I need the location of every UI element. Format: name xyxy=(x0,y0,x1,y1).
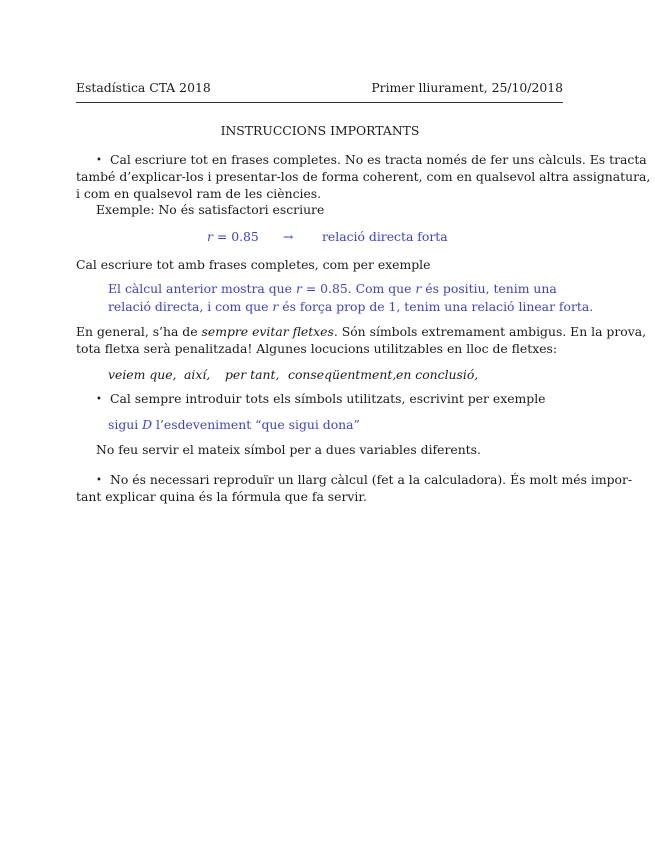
header-course: Estadística CTA 2018 xyxy=(76,80,211,95)
symbol-example-text: sigui xyxy=(108,417,143,432)
formula xyxy=(207,229,259,245)
paragraph-4: Cal sempre introduir tots els símbols utilitzats, escrivint per exemple xyxy=(110,391,546,406)
example-label: Exemple: No és satisfactori escriure xyxy=(96,202,325,217)
paragraph-6-line-2: tant explicar quina és la fórmula que fa servir. xyxy=(76,489,367,504)
emphasis-text: sempre evitar fletxes xyxy=(201,324,334,339)
paragraph-1-line-2: també d’explicar-los i presentar-los de forma coherent, com en qualsevol altra assignatura, xyxy=(76,169,651,184)
locution-item: conseqüentment, xyxy=(288,367,397,382)
arrow-symbol: → xyxy=(283,229,294,244)
formula-conclusion: relació directa forta xyxy=(322,229,448,244)
paragraph-3-line-1 xyxy=(76,324,646,340)
blue-example-text: = 0.85. Com que xyxy=(301,281,416,296)
paragraph-6-line-1: No és necessari reproduïr un llarg càlcul (fet a la calculadora). És molt més impor- xyxy=(110,472,633,487)
bullet-marker: • xyxy=(96,475,102,486)
bullet-marker: • xyxy=(96,155,102,166)
locution-item: en conclusió, xyxy=(396,367,479,382)
paragraph-5: No feu servir el mateix símbol per a dues variables diferents. xyxy=(96,442,481,457)
paragraph-1-line-3: i com en qualsevol ram de les ciències. xyxy=(76,186,322,201)
blue-example-line-1 xyxy=(108,281,557,297)
variable-d: D xyxy=(142,417,153,432)
paragraph-3-text: En general, s’ha de xyxy=(76,324,202,339)
variable-r: r xyxy=(415,281,422,296)
blue-example-text: és força prop de 1, tenim una relació linear forta. xyxy=(278,299,594,314)
page-title: INSTRUCCIONS IMPORTANTS xyxy=(220,123,420,138)
locution-item: veiem que, xyxy=(108,367,177,382)
variable-r: r xyxy=(295,281,302,296)
locution-item: per tant, xyxy=(225,367,280,382)
blue-example-line-2 xyxy=(108,299,593,315)
header-assignment-date: Primer lliurament, 25/10/2018 xyxy=(371,80,563,95)
blue-example-text: és positiu, tenim una xyxy=(421,281,557,296)
blue-example-text: relació directa, i com que xyxy=(108,299,273,314)
bullet-marker: • xyxy=(96,394,102,405)
blue-example-text: El càlcul anterior mostra que xyxy=(108,281,296,296)
paragraph-3-line-2: tota fletxa serà penalitzada! Algunes locucions utilitzables en lloc de fletxes: xyxy=(76,341,558,356)
paragraph-3-text: . Són símbols extremament ambigus. En la prova, xyxy=(333,324,647,339)
header-rule xyxy=(76,102,563,103)
formula-variable: r xyxy=(207,229,213,244)
symbol-example xyxy=(108,417,360,433)
formula-value: = 0.85 xyxy=(212,229,259,244)
paragraph-2: Cal escriure tot amb frases completes, com per exemple xyxy=(76,257,431,272)
symbol-example-text: l’esdeveniment “que sigui dona” xyxy=(152,417,360,432)
paragraph-1-line-1: Cal escriure tot en frases completes. No es tracta només de fer uns càlculs. Es tracta xyxy=(110,152,647,167)
locution-item: així, xyxy=(184,367,211,382)
variable-r: r xyxy=(272,299,279,314)
